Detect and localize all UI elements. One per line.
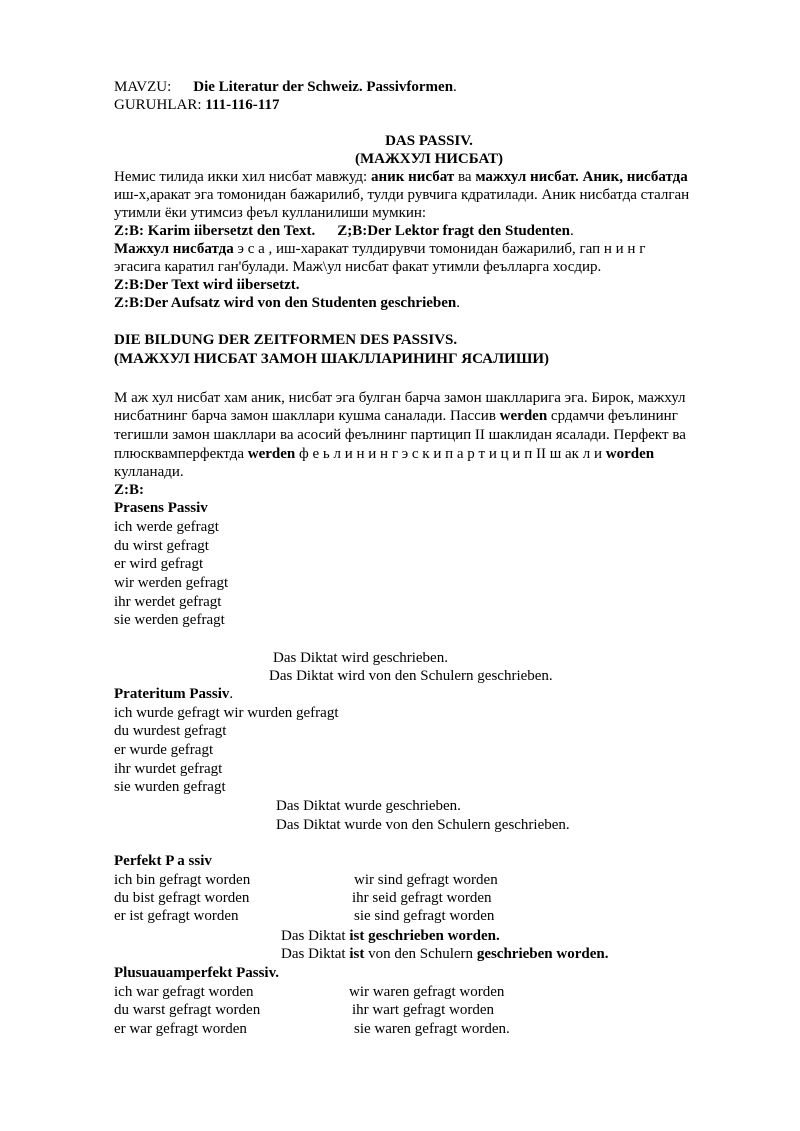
section2-paragraph-line-3: тегишли замон шакллари ва асосий феълнинг партицип II шаклидан ясалади. Перфект ва	[114, 427, 686, 443]
example-sentence	[281, 927, 500, 945]
mavzu-dot: .	[453, 79, 457, 95]
conjugation-row: sie waren gefragt worden.	[354, 1021, 510, 1037]
conjugation-row: du bist gefragt worden	[114, 890, 250, 906]
guruhlar-label: GURUHLAR:	[114, 97, 206, 113]
conjugation-row: wir sind gefragt worden	[354, 872, 498, 888]
conjugation-row: ich werde gefragt	[114, 519, 219, 535]
praeteritum-title: Prateritum Passiv	[114, 686, 230, 702]
example-line-1	[114, 222, 574, 240]
bold-span: ist geschrieben worden.	[349, 928, 500, 944]
bold-span: аник нисбат	[370, 169, 455, 185]
example-line-2: Z:B:Der Text wird iibersetzt.	[114, 277, 300, 293]
conjugation-row: sie werden gefragt	[114, 612, 225, 628]
section2-paragraph-line-2	[114, 407, 678, 425]
example-sentence: Das Diktat wird geschrieben.	[273, 650, 448, 666]
conjugation-row: er ist gefragt worden	[114, 908, 239, 924]
section2-subtitle: (МАЖХУЛ НИСБАТ ЗАМОН ШАКЛЛАРИНИНГ ЯСАЛИШИ)	[114, 351, 549, 367]
section1-paragraph-line-5: эгасига каратил ган'булади. Маж\ул нисбат факат утимли феълларга хосдир.	[114, 259, 602, 275]
conjugation-row: du wirst gefragt	[114, 538, 209, 554]
conjugation-row: du wurdest gefragt	[114, 723, 227, 739]
bold-span: Мажхул нисбатда	[114, 241, 234, 257]
example-sentence	[281, 945, 608, 963]
bold-span: мажхул нисбат. Аник, нисбатда	[475, 169, 688, 185]
text-span: плюсквамперфектда	[114, 446, 248, 462]
conjugation-row: ich war gefragt worden	[114, 984, 254, 1000]
text-span: von den Schulern	[364, 946, 477, 962]
example-line-3	[114, 294, 460, 312]
conjugation-row: er wird gefragt	[114, 556, 204, 572]
conjugation-row: ihr wurdet gefragt	[114, 761, 223, 777]
example-dot: .	[570, 223, 574, 239]
text-span: ф е ь л и н и н г э с к и п а р т и ц и п II ш ак л и	[295, 446, 606, 462]
praesens-title: Prasens Passiv	[114, 500, 208, 516]
mavzu-line	[114, 78, 457, 96]
bold-span: worden	[605, 446, 655, 462]
text-span: э с а , иш-харакат тулдирувчи томонидан бажарилиб, гап н и н г	[233, 241, 646, 257]
section2-paragraph-line-4	[114, 445, 654, 463]
conjugation-row: ich wurde gefragt wir wurden gefragt	[114, 705, 339, 721]
conjugation-row: du warst gefragt worden	[114, 1002, 261, 1018]
conjugation-row: sie sind gefragt worden	[354, 908, 495, 924]
conjugation-row: ihr werdet gefragt	[114, 594, 222, 610]
conjugation-row: er wurde gefragt	[114, 742, 214, 758]
section2-paragraph-line-5: кулланади.	[114, 464, 184, 480]
example-text: Z:B:Der Aufsatz wird von den Studenten geschrieben	[114, 295, 457, 311]
perfekt-title: Perfekt P a ssiv	[114, 853, 212, 869]
text-span: Das Diktat	[281, 928, 350, 944]
text-span: Das Diktat	[281, 946, 350, 962]
section2-paragraph-line-1: М аж хул нисбат хам аник, нисбат эга булган барча замон шаклларига эга. Бирок, мажхул	[114, 390, 686, 406]
bold-span: werden	[499, 408, 548, 424]
example-text: Z:B: Karim iibersetzt den Text.	[114, 223, 316, 239]
conjugation-row: ihr wart gefragt worden	[352, 1002, 495, 1018]
conjugation-row: ihr seid gefragt worden	[352, 890, 492, 906]
section1-title: DAS PASSIV.	[385, 133, 473, 149]
conjugation-row: wir waren gefragt worden	[349, 984, 505, 1000]
mavzu-label: MAVZU:	[114, 79, 172, 95]
example-sentence: Das Diktat wurde geschrieben.	[276, 798, 461, 814]
example-dot: .	[456, 295, 460, 311]
conjugation-row: ich bin gefragt worden	[114, 872, 251, 888]
mavzu-value: Die Literatur der Schweiz. Passivformen	[193, 79, 454, 95]
section1-paragraph-line-1	[114, 168, 688, 186]
bold-span: ist	[349, 946, 365, 962]
bold-span: werden	[247, 446, 296, 462]
title-dot: .	[229, 686, 234, 702]
conjugation-row: sie wurden gefragt	[114, 779, 226, 795]
bold-span: geschrieben worden.	[476, 946, 609, 962]
praeteritum-title-line	[114, 685, 233, 703]
conjugation-row: wir werden gefragt	[114, 575, 229, 591]
zb-label: Z:B:	[114, 482, 144, 498]
example-text: Z;B:Der Lektor fragt den Studenten	[337, 223, 571, 239]
text-span: ва	[454, 169, 476, 185]
section1-paragraph-line-4	[114, 240, 645, 258]
text-span: нисбатнинг барча замон шакллари кушма саналади. Пассив	[114, 408, 500, 424]
section1-paragraph-line-3: утимли ёки утимсиз феъл кулланилиши мумкин:	[114, 205, 427, 221]
section1-subtitle: (МАЖХУЛ НИСБАТ)	[354, 151, 503, 167]
example-sentence: Das Diktat wird von den Schulern geschrieben.	[269, 668, 553, 684]
example-sentence: Das Diktat wurde von den Schulern geschrieben.	[276, 817, 570, 833]
guruhlar-value: 111-116-117	[205, 97, 280, 113]
text-span: срдамчи феълининг	[547, 408, 678, 424]
plusquam-title: Plusuauamperfekt Passiv.	[114, 965, 280, 981]
section1-paragraph-line-2: иш-х,аракат эга томонидан бажарилиб, тулди рувчига кдратилади. Аник нисбатда сталган	[114, 187, 690, 203]
conjugation-row: er war gefragt worden	[114, 1021, 247, 1037]
section2-title: DIE BILDUNG DER ZEITFORMEN DES PASSIVS.	[114, 332, 458, 348]
text-span: Немис тилида икки хил нисбат мавжуд:	[114, 169, 371, 185]
guruhlar-line	[114, 96, 279, 114]
